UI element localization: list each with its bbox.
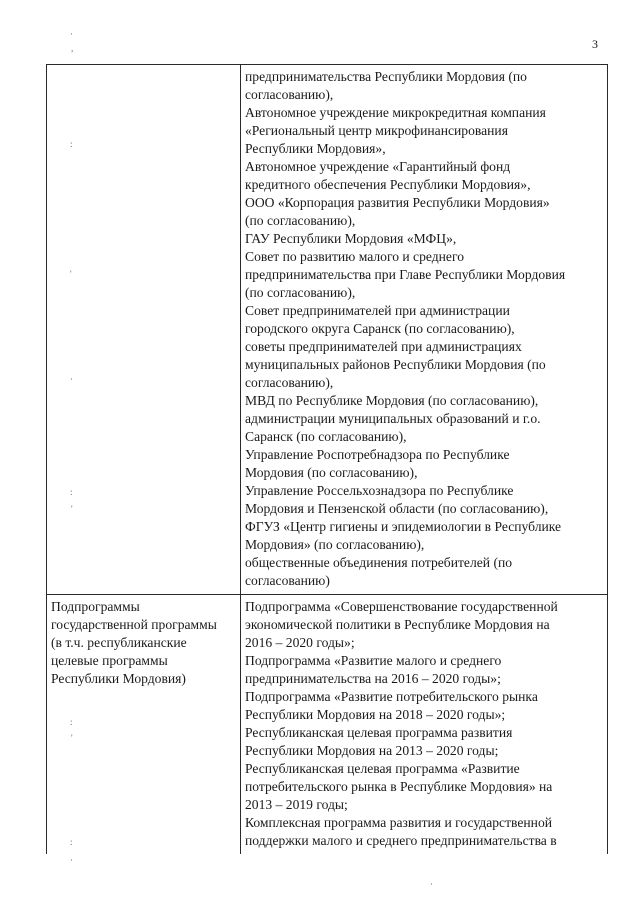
text-line: согласованию),	[245, 375, 334, 390]
text-line: поддержки малого и среднего предпринимательства в	[245, 833, 557, 848]
text-line: 2013 – 2019 годы;	[245, 797, 348, 812]
scan-mark: :	[70, 837, 73, 847]
row-value-cell	[241, 595, 608, 855]
text-line: ГАУ Республики Мордовия «МФЦ»,	[245, 231, 457, 246]
text-line: (по согласованию),	[245, 285, 356, 300]
text-line: (по согласованию),	[245, 213, 356, 228]
text-line: экономической политики в Республике Мордовия на	[245, 617, 550, 632]
scan-mark: :	[70, 139, 73, 149]
text-line: Автономное учреждение «Гарантийный фонд	[245, 159, 511, 174]
text-line: согласованию),	[245, 87, 334, 102]
text-line: предпринимательства при Главе Республики Мордовия	[245, 267, 566, 282]
table-row	[47, 65, 608, 595]
text-line: Автономное учреждение микрокредитная компания	[245, 105, 546, 120]
scan-mark: ·	[70, 374, 73, 384]
scan-mark: '	[71, 733, 73, 743]
text-line: потребительского рынка в Республике Мордовия» на	[245, 779, 553, 794]
text-line: Подпрограмма «Развитие малого и среднего	[245, 653, 502, 668]
program-passport-table	[46, 64, 608, 854]
row-label-cell	[47, 595, 241, 855]
text-line: Республики Мордовия»,	[245, 141, 386, 156]
text-line: Комплексная программа развития и государственной	[245, 815, 553, 830]
text-line: (в т.ч. республиканские	[51, 635, 187, 650]
text-line: Совет предпринимателей при администрации	[245, 303, 510, 318]
text-line: Республики Мордовия)	[51, 671, 186, 686]
text-line: муниципальных районов Республики Мордовия (по	[245, 357, 546, 372]
text-line: Республиканская целевая программа развития	[245, 725, 513, 740]
text-line: Мордовия» (по согласованию),	[245, 537, 425, 552]
text-line: кредитного обеспечения Республики Мордовия»,	[245, 177, 531, 192]
text-line: Республики Мордовия на 2018 – 2020 годы»;	[245, 707, 506, 722]
scan-mark: ,	[71, 43, 74, 53]
text-line: общественные объединения потребителей (по	[245, 555, 513, 570]
text-line: Подпрограмма «Развитие потребительского рынка	[245, 689, 538, 704]
text-line: городского округа Саранск (по согласованию),	[245, 321, 515, 336]
text-line: Подпрограмма «Совершенствование государственной	[245, 599, 558, 614]
text-line: Республиканская целевая программа «Развитие	[245, 761, 520, 776]
text-line: согласованию)	[245, 573, 330, 588]
text-line: целевые программы	[51, 653, 168, 668]
text-line: предпринимательства Республики Мордовия (по	[245, 69, 527, 84]
text-line: Мордовия и Пензенской области (по согласованию),	[245, 501, 549, 516]
scan-mark: :	[70, 487, 73, 497]
text-line: советы предпринимателей при администрациях	[245, 339, 522, 354]
page-number: 3	[592, 37, 598, 51]
row-value-cell	[241, 65, 608, 595]
text-line: Совет по развитию малого и среднего	[245, 249, 464, 264]
text-line: ФГУЗ «Центр гигиены и эпидемиологии в Республике	[245, 519, 562, 534]
text-line: администрации муниципальных образований и г.о.	[245, 411, 541, 426]
text-line: Мордовия (по согласованию),	[245, 465, 418, 480]
table-row	[47, 595, 608, 855]
text-line: Республики Мордовия на 2013 – 2020 годы;	[245, 743, 499, 758]
scan-mark: '	[71, 504, 73, 514]
scan-mark: :	[70, 717, 73, 727]
text-line: предпринимательства на 2016 – 2020 годы»;	[245, 671, 501, 686]
scan-mark: '	[70, 269, 72, 279]
text-line: Управление Роспотребнадзора по Республике	[245, 447, 510, 462]
text-line: ООО «Корпорация развития Республики Мордовия»	[245, 195, 550, 210]
text-line: МВД по Республике Мордовия (по согласованию),	[245, 393, 539, 408]
text-line: «Региональный центр микрофинансирования	[245, 123, 508, 138]
text-line: 2016 – 2020 годы»;	[245, 635, 355, 650]
text-line: Саранск (по согласованию),	[245, 429, 407, 444]
scan-mark: ·	[70, 855, 73, 865]
row-label-cell	[47, 65, 241, 595]
text-line: Управление Россельхознадзора по Республике	[245, 483, 514, 498]
text-line: государственной программы	[51, 617, 217, 632]
scan-mark: ·	[430, 879, 433, 889]
text-line: Подпрограммы	[51, 599, 140, 614]
scan-mark: ·	[70, 29, 73, 39]
